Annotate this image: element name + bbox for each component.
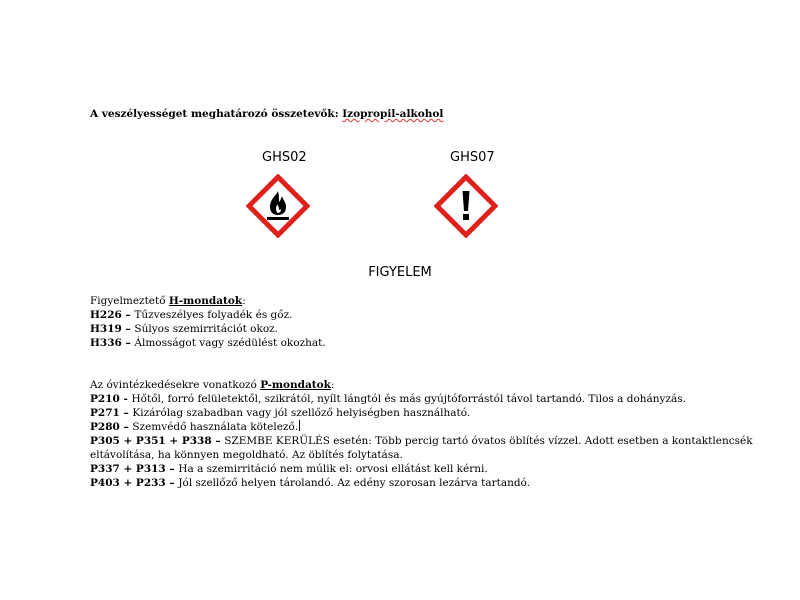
substance-name: Izopropil-alkohol (342, 108, 444, 120)
flame-icon (246, 174, 310, 238)
h-statement: H336 – Álmosságot vagy szédülést okozhat. (90, 337, 326, 349)
h-statement: H226 – Tűzveszélyes folyadék és gőz. (90, 309, 293, 321)
h-statements-intro: Figyelmeztető H-mondatok: (90, 295, 246, 307)
p-statement-continuation: eltávolítása, ha könnyen megoldható. Az öblítés folytatása. (90, 449, 403, 461)
text-cursor (299, 420, 300, 431)
p-statement: P403 + P233 – Jól szellőző helyen tárolandó. Az edény szorosan lezárva tartandó. (90, 477, 531, 489)
h-statement: H319 – Súlyos szemirritációt okoz. (90, 323, 279, 335)
p-statement: P305 + P351 + P338 – SZEMBE KERÜLÉS esetén: Több percig tartó óvatos öblítés vízzel. Adott esetben a kontaktlencsék (90, 435, 753, 447)
p-statement: P337 + P313 – Ha a szemirritáció nem múlik el: orvosi ellátást kell kérni. (90, 463, 488, 475)
p-statement: P271 – Kizárólag szabadban vagy jól szellőző helyiségben használható. (90, 407, 471, 419)
exclamation-icon (434, 174, 498, 238)
hazard-components-line (90, 107, 443, 121)
ghs07-label: GHS07 (450, 150, 495, 165)
signal-word: FIGYELEM (368, 265, 432, 280)
ghs02-label: GHS02 (262, 150, 307, 165)
p-statement: P210 - Hőtől, forró felületektől, szikrától, nyílt lángtól és más gyújtóforrástól távol tartandó. Tilos a dohányzás. (90, 393, 686, 405)
hazard-components-label: A veszélyességet meghatározó összetevők: (90, 108, 343, 120)
p-statement: P280 – Szemvédő használata kötelező. (90, 421, 299, 433)
p-statements-intro: Az óvintézkedésekre vonatkozó P-mondatok: (90, 379, 335, 391)
